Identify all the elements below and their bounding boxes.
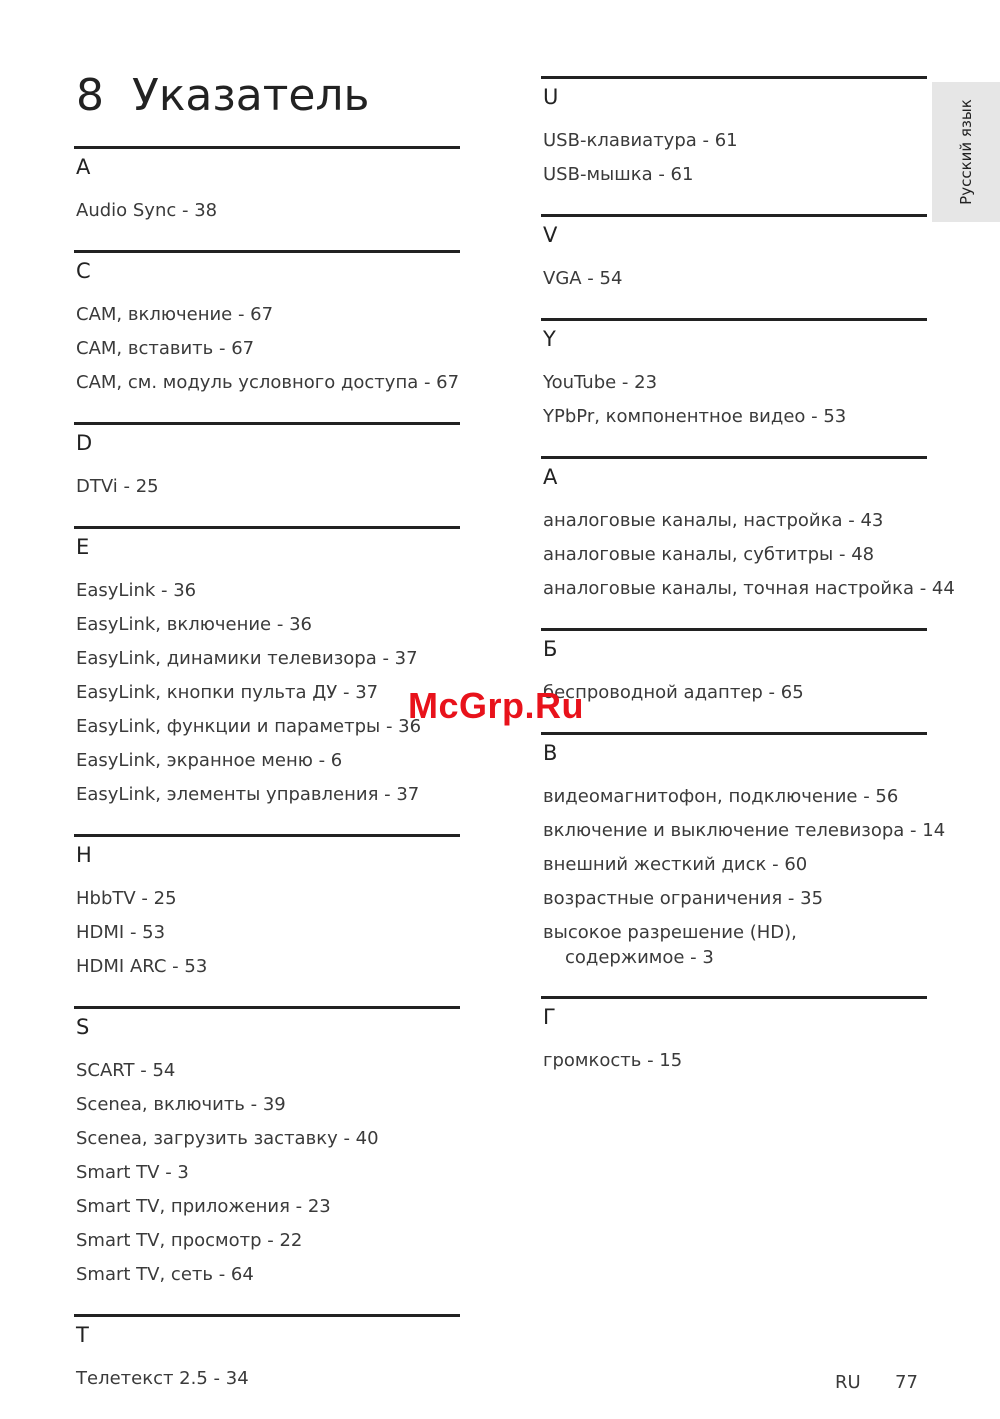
index-section	[541, 732, 946, 974]
index-column-right	[541, 76, 955, 1100]
entry-list	[74, 1054, 460, 1292]
index-section	[74, 146, 460, 228]
section-letter: A	[76, 155, 91, 179]
index-section	[74, 834, 460, 984]
entry-list	[541, 366, 927, 434]
section-letter: V	[543, 223, 558, 247]
section-letter: U	[543, 85, 559, 109]
index-entry: Smart TV, сеть - 64	[76, 1264, 254, 1285]
index-section	[541, 456, 955, 606]
index-section	[74, 1006, 460, 1292]
entry-list	[74, 194, 460, 228]
index-section	[541, 628, 927, 710]
section-letter: C	[76, 259, 91, 283]
index-entry: USB-мышка - 61	[543, 164, 694, 185]
section-letter: S	[76, 1015, 90, 1039]
chapter-number: 8	[76, 70, 104, 121]
section-letter: E	[76, 535, 90, 559]
index-entry: внешний жесткий диск - 60	[543, 854, 808, 875]
index-section	[74, 422, 460, 504]
entry-list	[74, 298, 460, 400]
index-entry: громкость - 15	[543, 1050, 683, 1071]
index-entry: HDMI ARC - 53	[76, 956, 208, 977]
index-entry: USB-клавиатура - 61	[543, 130, 738, 151]
index-entry: HDMI - 53	[76, 922, 166, 943]
index-entry: Smart TV, приложения - 23	[76, 1196, 331, 1217]
watermark: McGrp.Ru	[408, 685, 585, 726]
index-section	[541, 214, 927, 296]
section-letter: Г	[543, 1005, 556, 1029]
index-entry: CAM, см. модуль условного доступа - 67	[76, 372, 460, 393]
index-entry: DTVi - 25	[76, 476, 159, 497]
index-entry: аналоговые каналы, точная настройка - 44	[543, 578, 955, 599]
index-entry: EasyLink, элементы управления - 37	[76, 784, 420, 805]
index-section	[541, 996, 927, 1078]
index-entry: Scenea, загрузить заставку - 40	[76, 1128, 379, 1149]
index-entry: Smart TV - 3	[76, 1162, 189, 1183]
index-entry: HbbTV - 25	[76, 888, 177, 909]
index-entry: EasyLink, кнопки пульта ДУ - 37	[76, 682, 379, 703]
index-entry: CAM, вставить - 67	[76, 338, 255, 359]
index-entry: аналоговые каналы, настройка - 43	[543, 510, 884, 531]
section-letter: А	[543, 465, 558, 489]
entry-line-2: содержимое - 3	[565, 947, 714, 968]
index-entry: VGA - 54	[543, 268, 623, 289]
page-title	[76, 70, 369, 121]
index-section	[74, 1314, 460, 1396]
index-entry: CAM, включение - 67	[76, 304, 274, 325]
section-letter: В	[543, 741, 558, 765]
index-entry: видеомагнитофон, подключение - 56	[543, 786, 899, 807]
entry-list	[541, 262, 927, 296]
section-letter: Б	[543, 637, 558, 661]
index-entry: EasyLink, экранное меню - 6	[76, 750, 343, 771]
index-entry: EasyLink, функции и параметры - 36	[76, 716, 422, 737]
index-entry: беспроводной адаптер - 65	[543, 682, 804, 703]
entry-list	[74, 470, 460, 504]
index-section	[74, 250, 460, 400]
entry-list	[74, 574, 460, 812]
section-letter: Y	[543, 327, 556, 351]
index-entry: Scenea, включить - 39	[76, 1094, 286, 1115]
index-entry: возрастные ограничения - 35	[543, 888, 824, 909]
entry-list	[74, 882, 460, 984]
language-tab-label: Русский язык	[957, 99, 975, 205]
index-section	[541, 76, 927, 192]
index-entry: EasyLink, включение - 36	[76, 614, 312, 635]
index-entry: EasyLink, динамики телевизора - 37	[76, 648, 418, 669]
index-entry	[541, 916, 927, 974]
index-entry: EasyLink - 36	[76, 580, 197, 601]
section-letter: T	[76, 1323, 89, 1347]
index-entry: SCART - 54	[76, 1060, 176, 1081]
section-letter: H	[76, 843, 92, 867]
chapter-title: Указатель	[132, 70, 370, 121]
index-entry: аналоговые каналы, субтитры - 48	[543, 544, 875, 565]
entry-list	[541, 780, 946, 974]
index-entry: включение и выключение телевизора - 14	[543, 820, 946, 841]
entry-list	[541, 504, 955, 606]
entry-list	[541, 124, 927, 192]
index-entry: Телетекст 2.5 - 34	[76, 1368, 249, 1389]
language-side-tab	[932, 82, 1000, 222]
index-section	[74, 526, 460, 812]
index-entry: Audio Sync - 38	[76, 200, 218, 221]
index-entry: YouTube - 23	[543, 372, 658, 393]
index-entry: Smart TV, просмотр - 22	[76, 1230, 303, 1251]
page-number: 77	[895, 1372, 918, 1393]
entry-line-1: высокое разрешение (HD),	[543, 922, 797, 943]
entry-list	[74, 1362, 460, 1396]
index-section	[541, 318, 927, 434]
entry-list	[541, 676, 927, 710]
index-entry: YPbPr, компонентное видео - 53	[543, 406, 847, 427]
index-column-left	[74, 146, 460, 1418]
section-letter: D	[76, 431, 93, 455]
entry-list	[541, 1044, 927, 1078]
footer-language: RU	[835, 1372, 861, 1393]
